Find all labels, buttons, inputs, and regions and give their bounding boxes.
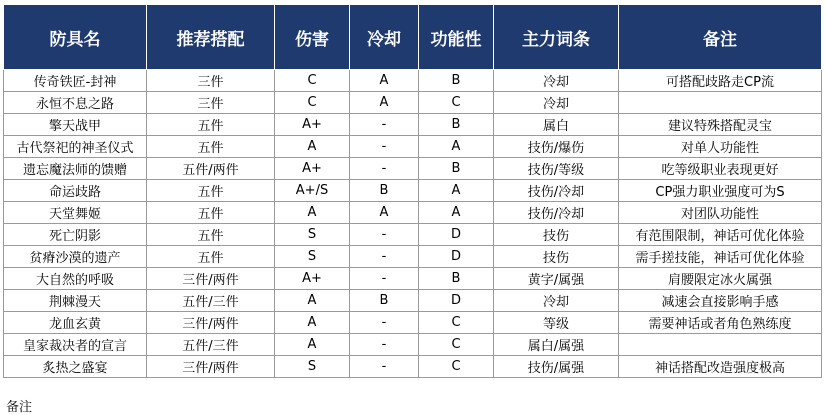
cell-armor-name: 永恒不息之路 [4, 92, 147, 114]
header-utility: 功能性 [419, 5, 494, 70]
cell-damage: A [275, 136, 350, 158]
cell-cooldown: A [350, 70, 419, 92]
cell-main-stats: 技伤/等级 [494, 158, 619, 180]
cell-main-stats: 冷却 [494, 70, 619, 92]
header-main-stats: 主力词条 [494, 5, 619, 70]
cell-remarks: 可搭配歧路走CP流 [619, 70, 822, 92]
table-row [4, 202, 822, 224]
header-cooldown: 冷却 [350, 5, 419, 70]
cell-utility: D [419, 290, 494, 312]
cell-remarks: CP强力职业强度可为S [619, 180, 822, 202]
footnote-label: 备注 [6, 400, 33, 415]
cell-recommended-set: 五件 [147, 246, 275, 268]
cell-armor-name: 皇家裁决者的宣言 [4, 334, 147, 356]
armor-tier-table [3, 4, 822, 378]
cell-damage: S [275, 356, 350, 378]
table-row [4, 70, 822, 92]
cell-recommended-set: 五件 [147, 114, 275, 136]
cell-recommended-set: 三件/两件 [147, 268, 275, 290]
cell-damage: S [275, 246, 350, 268]
cell-utility: C [419, 356, 494, 378]
table-row [4, 356, 822, 378]
header-recommended-set: 推荐搭配 [147, 5, 275, 70]
cell-armor-name: 荆棘漫天 [4, 290, 147, 312]
cell-main-stats: 技伤/冷却 [494, 202, 619, 224]
cell-main-stats: 属白/属强 [494, 334, 619, 356]
cell-recommended-set: 五件 [147, 136, 275, 158]
cell-cooldown: - [350, 356, 419, 378]
cell-cooldown: - [350, 334, 419, 356]
table-row [4, 224, 822, 246]
cell-main-stats: 技伤 [494, 224, 619, 246]
cell-main-stats: 技伤/爆伤 [494, 136, 619, 158]
cell-armor-name: 炙热之盛宴 [4, 356, 147, 378]
cell-remarks: 建议特殊搭配灵宝 [619, 114, 822, 136]
cell-remarks: 需要神话或者角色熟练度 [619, 312, 822, 334]
cell-utility: A [419, 180, 494, 202]
cell-main-stats: 黄字/属强 [494, 268, 619, 290]
cell-armor-name: 传奇铁匠-封神 [4, 70, 147, 92]
cell-remarks [619, 334, 822, 356]
cell-armor-name: 命运歧路 [4, 180, 147, 202]
cell-utility: A [419, 202, 494, 224]
cell-utility: D [419, 224, 494, 246]
cell-damage: A+ [275, 158, 350, 180]
table-row [4, 246, 822, 268]
cell-damage: A [275, 312, 350, 334]
table-row [4, 92, 822, 114]
cell-utility: B [419, 114, 494, 136]
cell-cooldown: - [350, 114, 419, 136]
cell-damage: A [275, 202, 350, 224]
cell-utility: A [419, 136, 494, 158]
cell-damage: A+ [275, 114, 350, 136]
cell-remarks: 吃等级职业表现更好 [619, 158, 822, 180]
cell-armor-name: 死亡阴影 [4, 224, 147, 246]
cell-utility: B [419, 70, 494, 92]
table-row [4, 114, 822, 136]
cell-damage: C [275, 70, 350, 92]
cell-remarks [619, 92, 822, 114]
cell-remarks: 神话搭配改造强度极高 [619, 356, 822, 378]
cell-recommended-set: 三件 [147, 92, 275, 114]
cell-utility: C [419, 334, 494, 356]
cell-cooldown: - [350, 246, 419, 268]
header-row [4, 5, 822, 70]
cell-cooldown: B [350, 180, 419, 202]
cell-main-stats: 冷却 [494, 290, 619, 312]
header-armor-name: 防具名 [4, 5, 147, 70]
cell-recommended-set: 五件 [147, 224, 275, 246]
cell-main-stats: 技伤/属强 [494, 356, 619, 378]
cell-utility: C [419, 312, 494, 334]
cell-remarks: 需手搓技能，神话可优化体验 [619, 246, 822, 268]
cell-remarks: 有范围限制，神话可优化体验 [619, 224, 822, 246]
table-body [4, 70, 822, 378]
cell-cooldown: A [350, 202, 419, 224]
table-header [4, 5, 822, 70]
cell-cooldown: - [350, 224, 419, 246]
cell-main-stats: 技伤/冷却 [494, 180, 619, 202]
cell-recommended-set: 五件 [147, 202, 275, 224]
table-row [4, 158, 822, 180]
table-row [4, 334, 822, 356]
cell-recommended-set: 三件 [147, 70, 275, 92]
cell-remarks: 对团队功能性 [619, 202, 822, 224]
cell-damage: A+ [275, 268, 350, 290]
cell-damage: A [275, 290, 350, 312]
cell-armor-name: 贫瘠沙漠的遗产 [4, 246, 147, 268]
cell-armor-name: 擎天战甲 [4, 114, 147, 136]
table-row [4, 290, 822, 312]
cell-utility: B [419, 158, 494, 180]
cell-cooldown: - [350, 158, 419, 180]
cell-cooldown: A [350, 92, 419, 114]
cell-cooldown: - [350, 268, 419, 290]
cell-main-stats: 冷却 [494, 92, 619, 114]
cell-utility: C [419, 92, 494, 114]
cell-main-stats: 属白 [494, 114, 619, 136]
table-row [4, 136, 822, 158]
cell-cooldown: B [350, 290, 419, 312]
cell-utility: D [419, 246, 494, 268]
cell-cooldown: - [350, 312, 419, 334]
cell-main-stats: 技伤 [494, 246, 619, 268]
cell-recommended-set: 五件 [147, 180, 275, 202]
cell-damage: A [275, 334, 350, 356]
cell-damage: C [275, 92, 350, 114]
cell-remarks: 对单人功能性 [619, 136, 822, 158]
cell-damage: S [275, 224, 350, 246]
cell-armor-name: 遗忘魔法师的馈赠 [4, 158, 147, 180]
cell-recommended-set: 五件/三件 [147, 290, 275, 312]
cell-armor-name: 天堂舞姬 [4, 202, 147, 224]
table-row [4, 268, 822, 290]
cell-recommended-set: 五件/三件 [147, 334, 275, 356]
cell-cooldown: - [350, 136, 419, 158]
table-row [4, 180, 822, 202]
cell-recommended-set: 三件/两件 [147, 312, 275, 334]
cell-remarks: 减速会直接影响手感 [619, 290, 822, 312]
table-row [4, 312, 822, 334]
header-damage: 伤害 [275, 5, 350, 70]
cell-recommended-set: 三件/两件 [147, 356, 275, 378]
cell-armor-name: 大自然的呼吸 [4, 268, 147, 290]
cell-main-stats: 等级 [494, 312, 619, 334]
cell-utility: B [419, 268, 494, 290]
cell-remarks: 肩腰限定冰火属强 [619, 268, 822, 290]
header-remarks: 备注 [619, 5, 822, 70]
cell-damage: A+/S [275, 180, 350, 202]
cell-armor-name: 龙血玄黄 [4, 312, 147, 334]
cell-armor-name: 古代祭祀的神圣仪式 [4, 136, 147, 158]
cell-recommended-set: 五件/两件 [147, 158, 275, 180]
